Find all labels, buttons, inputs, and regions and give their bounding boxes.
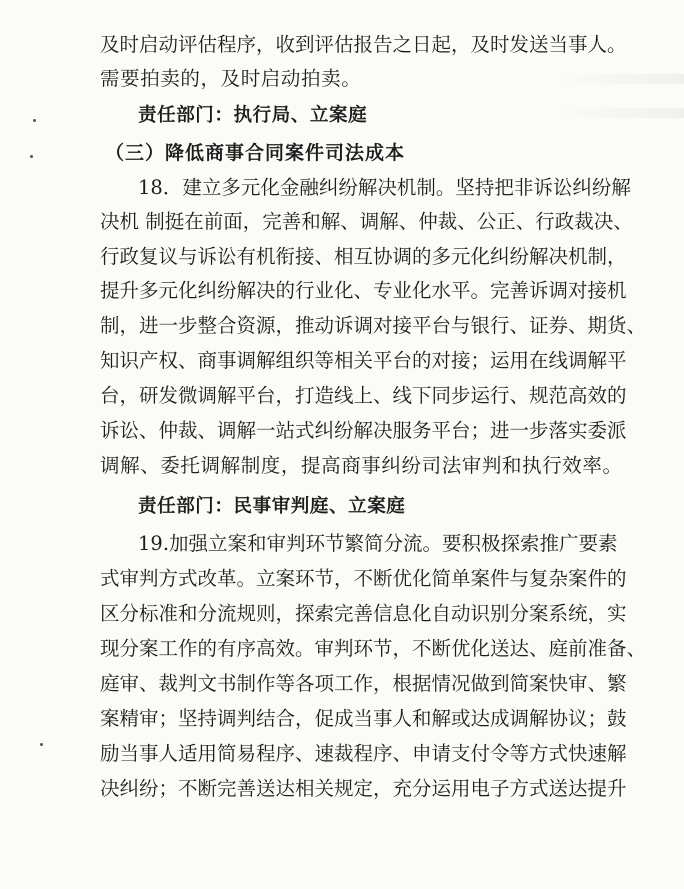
responsible-department: 责任部门：执行局、立案庭 (138, 105, 368, 126)
paragraph-line: 调解、委托调解制度，提高商事纠纷司法审判和执行效率。 (100, 454, 623, 477)
paragraph-line: 现分案工作的有序高效。审判环节，不断优化送达、庭前准备、 (100, 637, 647, 660)
responsible-department: 责任部门：民事审判庭、立案庭 (138, 496, 406, 517)
paragraph-line: 决纠纷；不断完善送达相关规定，充分运用电子方式送达提升 (100, 777, 627, 800)
scan-speck (33, 119, 36, 122)
bleed-through (554, 108, 684, 118)
bleed-through (554, 74, 684, 84)
paragraph-line: 案精审；坚持调判结合，促成当事人和解或达成调解协议；鼓 (100, 707, 627, 730)
scan-speck (30, 155, 33, 158)
paragraph-line: 制，进一步整合资源，推动诉调对接平台与银行、证券、期货、 (100, 314, 647, 337)
paragraph-line: 式审判方式改革。立案环节，不断优化简单案件与复杂案件的 (100, 567, 627, 590)
paragraph-line: 决机 制挺在前面，完善和解、调解、仲裁、公正、行政裁决、 (100, 210, 633, 233)
paragraph-line: 区分标准和分流规则，探索完善信息化自动识别分案系统，实 (100, 602, 627, 625)
paragraph-line: 诉讼、仲裁、调解一站式纠纷解决服务平台；进一步落实委派 (100, 419, 627, 442)
paragraph-line: 励当事人适用简易程序、速裁程序、申请支付令等方式快速解 (100, 742, 627, 765)
paragraph-line: 台，研发微调解平台，打造线上、线下同步运行、规范高效的 (100, 384, 627, 407)
paragraph-line: 19.加强立案和审判环节繁简分流。要积极探索推广要素 (138, 532, 618, 555)
paragraph-line: 需要拍卖的，及时启动拍卖。 (100, 67, 362, 90)
paragraph-line: 庭审、裁判文书制作等各项工作，根据情况做到简案快审、繁 (100, 672, 627, 695)
section-heading: （三）降低商事合同案件司法成本 (105, 142, 406, 164)
paragraph-line: 提升多元化纠纷解决的行业化、专业化水平。完善诉调对接机 (100, 279, 627, 302)
scan-speck (40, 743, 43, 746)
paragraph-line: 及时启动评估程序，收到评估报告之日起，及时发送当事人。 (100, 33, 627, 56)
paragraph-line: 18．建立多元化金融纠纷解决机制。坚持把非诉讼纠纷解 (138, 176, 631, 199)
paragraph-line: 行政复议与诉讼有机衔接、相互协调的多元化纠纷解决机制， (100, 245, 627, 268)
paragraph-line: 知识产权、商事调解组织等相关平台的对接；运用在线调解平 (100, 349, 627, 372)
